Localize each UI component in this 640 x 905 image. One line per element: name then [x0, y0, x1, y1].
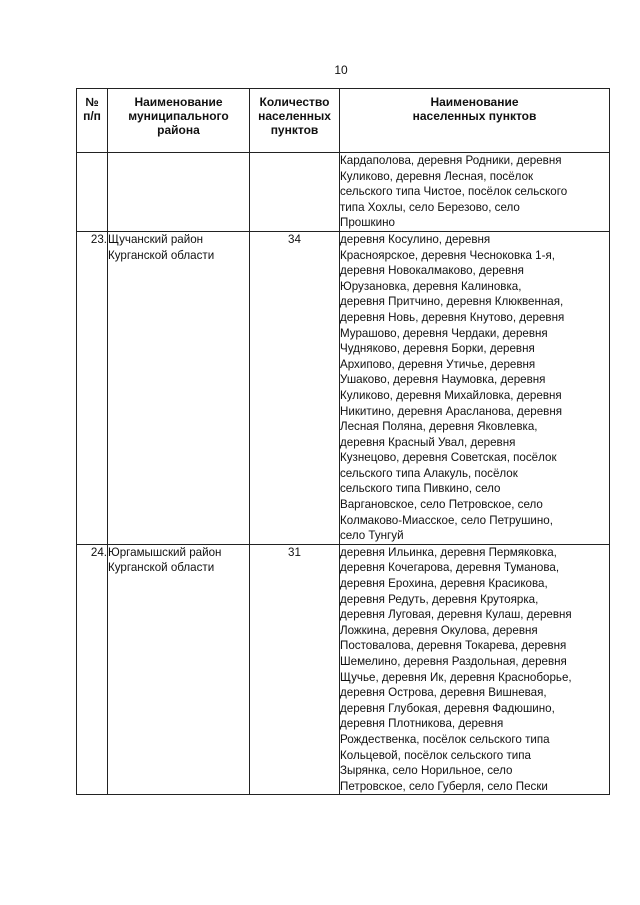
header-text: Наименование: [430, 95, 519, 109]
header-count: [250, 89, 340, 153]
row-settlements: [340, 231, 610, 544]
settlement-line: Постовалова, деревня Токарева, деревня: [340, 639, 567, 653]
table-row: [77, 231, 610, 544]
settlement-line: деревня Луговая, деревня Кулаш, деревня: [340, 608, 572, 622]
settlement-line: Чудняково, деревня Борки, деревня: [340, 342, 535, 356]
settlement-line: деревня Редуть, деревня Крутоярка,: [340, 592, 539, 606]
header-district: [108, 89, 250, 153]
settlement-line: Кардаполова, деревня Родники, деревня: [340, 154, 562, 167]
settlement-line: Архипово, деревня Утичье, деревня: [340, 357, 536, 371]
settlement-line: Лесная Поляна, деревня Яковлевка,: [340, 420, 538, 434]
settlement-line: Куликово, деревня Лесная, посёлок: [340, 169, 534, 183]
row-num: 23.: [77, 231, 108, 544]
header-text: пунктов: [270, 123, 319, 137]
settlement-line: деревня Кочегарова, деревня Туманова,: [340, 561, 560, 575]
settlement-line: деревня Глубокая, деревня Фадюшино,: [340, 701, 555, 715]
settlement-line: Петровское, село Губерля, село Пески: [340, 779, 548, 793]
settlement-line: деревня Плотникова, деревня: [340, 717, 504, 731]
settlement-line: деревня Новь, деревня Кнутово, деревня: [340, 310, 565, 324]
table-row: [77, 544, 610, 795]
settlement-line: деревня Острова, деревня Вишневая,: [340, 686, 547, 700]
settlement-line: Зырянка, село Норильное, село: [340, 764, 513, 778]
row-district: [108, 153, 250, 232]
header-text: Наименование: [134, 95, 223, 109]
header-text: Количество: [259, 95, 330, 109]
settlement-line: сельского типа Чистое, посёлок сельского: [340, 185, 568, 199]
row-num: [77, 153, 108, 232]
settlement-line: Щучье, деревня Ик, деревня Красноборье,: [340, 670, 572, 684]
header-text: муниципального: [128, 109, 229, 123]
row-count: [250, 153, 340, 232]
settlement-line: деревня Ильинка, деревня Пермяковка,: [340, 545, 557, 559]
settlement-line: деревня Притчино, деревня Клюквенная,: [340, 295, 564, 309]
header-text: п/п: [83, 109, 101, 123]
settlement-line: Красноярское, деревня Чесноковка 1-я,: [340, 248, 555, 262]
row-num: 24.: [77, 544, 108, 795]
settlement-line: село Тунгуй: [340, 529, 404, 543]
settlement-line: сельского типа Алакуль, посёлок: [340, 466, 518, 480]
settlement-line: Мурашово, деревня Чердаки, деревня: [340, 326, 548, 340]
settlement-line: деревня Красный Увал, деревня: [340, 435, 516, 449]
settlement-line: деревня Новокалмаково, деревня: [340, 264, 524, 278]
settlement-line: Кольцевой, посёлок сельского типа: [340, 748, 531, 762]
header-text: населенных пунктов: [412, 109, 537, 123]
settlement-line: сельского типа Пивкино, село: [340, 482, 501, 496]
district-line: Курганской области: [108, 248, 215, 262]
header-text: №: [85, 95, 99, 109]
row-count: 31: [250, 544, 340, 795]
settlement-line: Варгановское, село Петровское, село: [340, 498, 543, 512]
settlement-line: Куликово, деревня Михайловка, деревня: [340, 388, 562, 402]
settlement-line: Кузнецово, деревня Советская, посёлок: [340, 451, 557, 465]
row-district: [108, 231, 250, 544]
row-settlements: [340, 153, 610, 232]
table-header-row: [77, 89, 610, 153]
settlement-line: Ложкина, деревня Окулова, деревня: [340, 623, 538, 637]
header-text: района: [157, 123, 200, 137]
row-district: [108, 544, 250, 795]
district-line: Юргамышский район: [108, 545, 222, 559]
settlement-line: Юрузановка, деревня Калиновка,: [340, 279, 522, 293]
settlement-line: Никитино, деревня Арасланова, деревня: [340, 404, 563, 418]
settlement-line: типа Хохлы, село Березово, село: [340, 200, 520, 214]
settlement-line: деревня Косулино, деревня: [340, 232, 491, 246]
settlement-line: Шемелино, деревня Раздольная, деревня: [340, 655, 567, 668]
settlement-line: Ушаково, деревня Наумовка, деревня: [340, 373, 546, 387]
district-line: Курганской области: [108, 561, 215, 575]
header-names: [340, 89, 610, 153]
header-num: [77, 89, 108, 153]
settlement-line: Рождественка, посёлок сельского типа: [340, 732, 550, 746]
district-line: Щучанский район: [108, 232, 204, 246]
table-row: [77, 153, 610, 232]
row-count: 34: [250, 231, 340, 544]
header-text: населенных: [258, 109, 331, 123]
row-settlements: [340, 544, 610, 795]
page-number: 10: [334, 63, 348, 77]
settlement-line: Колмаково-Миасское, село Петрушино,: [340, 513, 553, 527]
settlement-line: деревня Ерохина, деревня Красикова,: [340, 577, 548, 591]
settlement-line: Прошкино: [340, 216, 395, 230]
settlements-table: [76, 88, 610, 795]
